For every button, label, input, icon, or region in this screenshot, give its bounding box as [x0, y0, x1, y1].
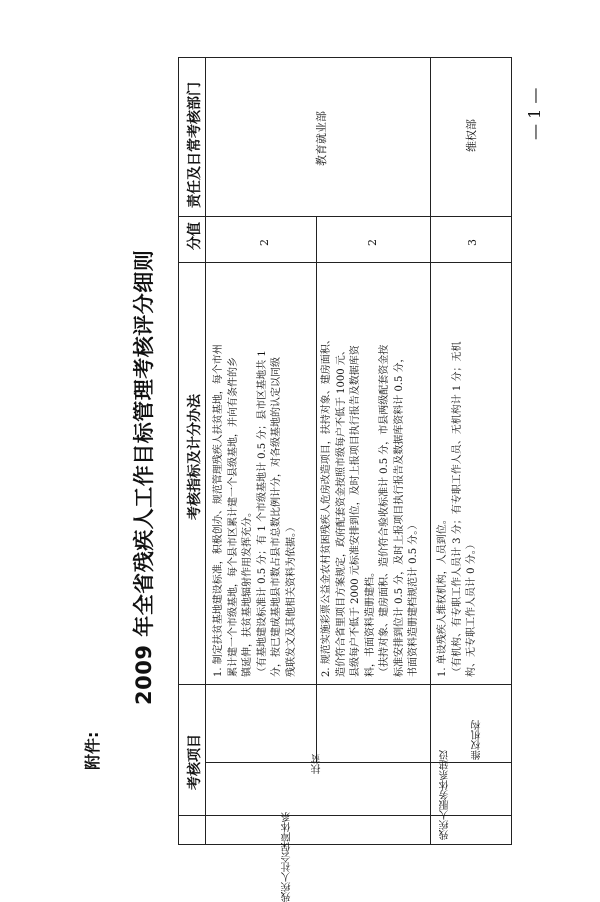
header-method-view: 考核指标及计分办法 [187, 394, 203, 520]
header-item-view: 考核项目 [187, 734, 203, 790]
attachment-label-view: 附件: [83, 731, 102, 770]
score-row-2: 2 [366, 239, 379, 246]
page-number: — 1 — [525, 87, 544, 140]
category-sub-1-view: 扶贫 [312, 754, 323, 774]
method-row-1-view: 1. 制定扶贫基地建设标准，积极创办、规范管理残疾人扶贫基地，每个市州 累计建一个市级基地，每个县市区累计建一个县级基地，并向有条件的乡 镇延伸，扶贫基地辐射作用发挥充分。 （有基地建设标准计 0.5 分；有 1 个市级基地计 0.5 分；县市区基地共 1 分，按已建成基地县市数占县市总数比例计分，对各级基地的认定以同级 残联发文及其他相关资料为依据。） [213, 344, 297, 677]
method-row-2-view: 2. 规范实施彩票公益金农村贫困残疾人危房改造项目，扶持对象、建房面积、 造价符合省里项目方案规定，政府配套资金按照市级每户不低于 1000 元、 县级每户不低于 2000 元标准安排到位，及时上报项目执行报告及数据库资 料，书面资料造册建档。 （扶持对象、建房面积、造价符合验收标准计 0.5 分，市县两级配套资金按 标准安排到位计 0.5 分，及时上报项目执行报告及数据库资料计 0.5 分， 书面资料造册建档规范计 0.5 分。） [321, 334, 419, 677]
score-row-1: 2 [258, 239, 271, 246]
dept-row-2: 维权部 [465, 119, 478, 152]
title-view: 2009 年全省残疾人工作目标管理考核评分细则 [132, 249, 156, 705]
category-main-2-view: 残疾人服务体系建设 [440, 750, 451, 840]
dept-row-1: 教育就业部 [315, 111, 328, 166]
category-main-1-view: 残疾人社会保障体系 [282, 812, 293, 902]
method-row-3-view: 1. 单设残疾人维权机构，人员到位。 （有机构、有专职工作人员计 3 分；有专职工作人员、无机构计 1 分；无机 构、无专职工作人员计 0 分。） [437, 341, 477, 677]
header-dept-view: 责任及日常考核部门 [187, 82, 203, 208]
category-sub-2-view: 维权机构 [472, 720, 483, 760]
score-row-3: 3 [466, 239, 479, 246]
header-score-view: 分值 [187, 222, 203, 250]
